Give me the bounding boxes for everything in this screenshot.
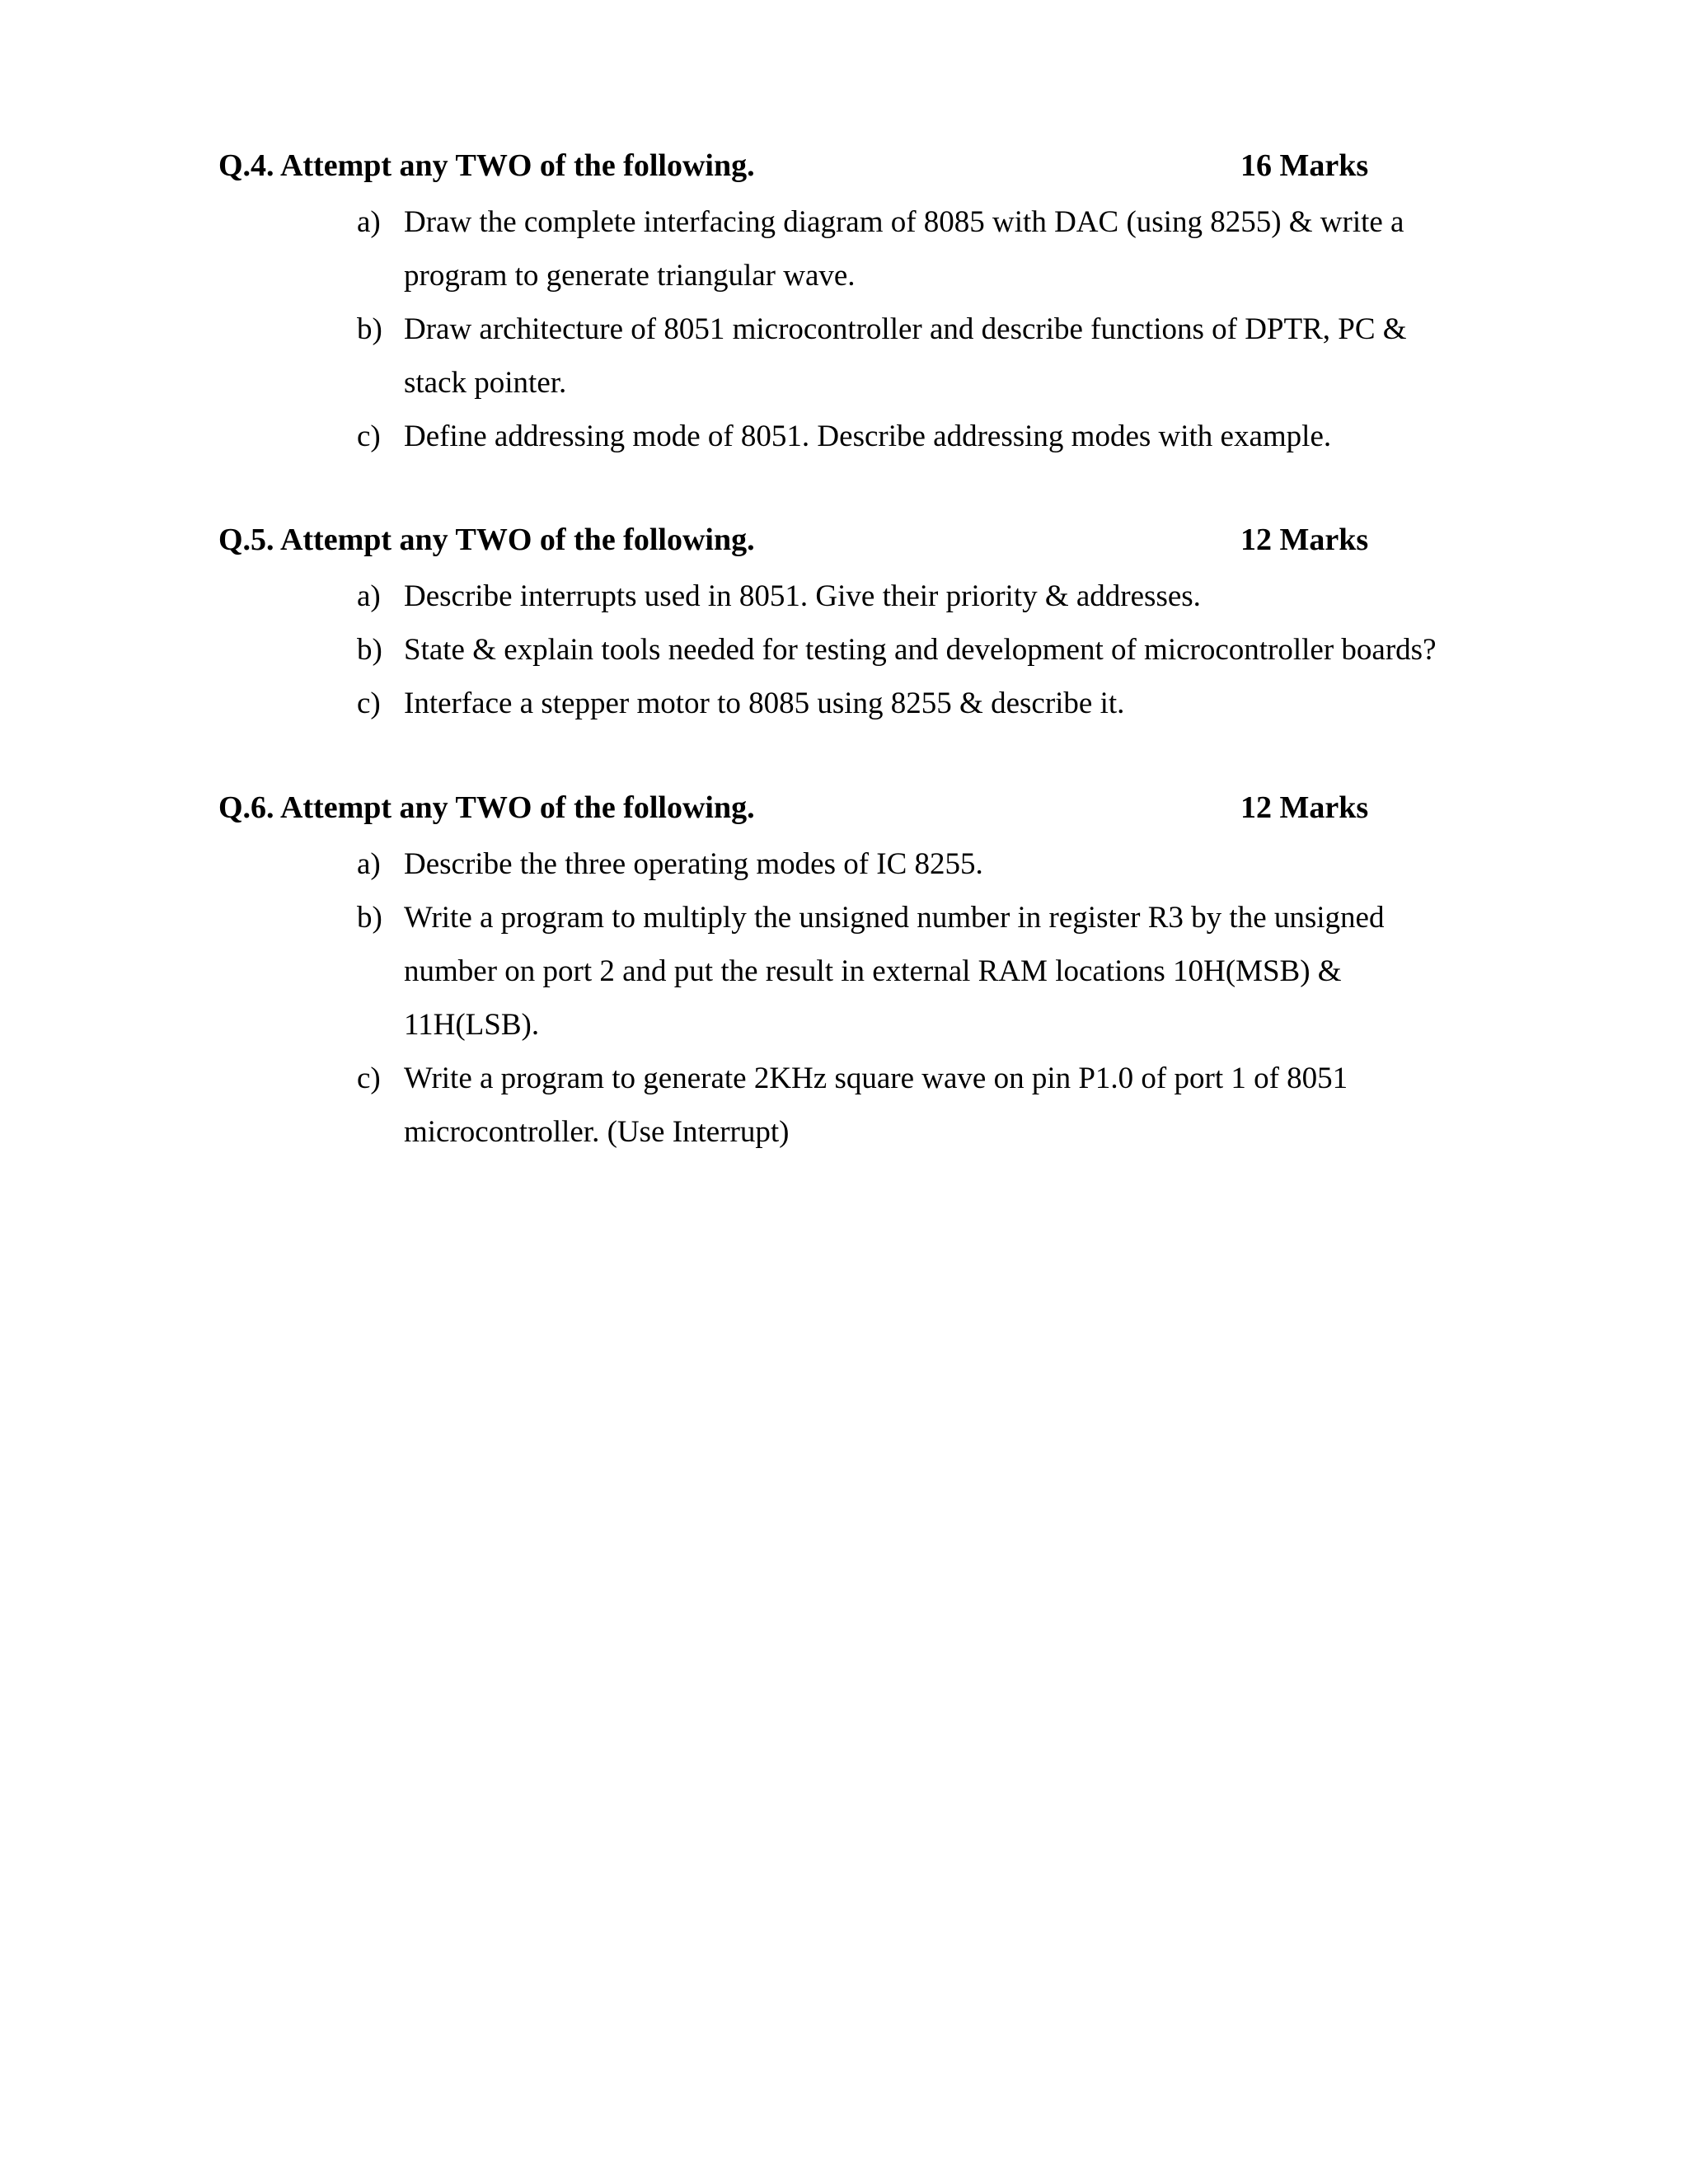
item-label: b) (357, 312, 382, 346)
item-text: Write a program to generate 2KHz square wave on pin P1.0 of port 1 of 8051 microcontroller. (Use Interrupt) (404, 1062, 1348, 1149)
item-text: Interface a stepper motor to 8085 using 8255 & describe it. (404, 687, 1125, 720)
item-text: Define addressing mode of 8051. Describe addressing modes with example. (404, 419, 1332, 453)
item-label: a) (357, 847, 381, 881)
item-label: c) (357, 419, 381, 453)
question-6 (218, 785, 1471, 1159)
item-text: Draw architecture of 8051 microcontroller and describe functions of DPTR, PC & stack pointer. (404, 312, 1407, 400)
question-item-a (218, 195, 1475, 302)
question-title: Q.6. Attempt any TWO of the following. (218, 790, 755, 825)
item-text: Describe interrupts used in 8051. Give their priority & addresses. (404, 579, 1201, 613)
question-title: Q.5. Attempt any TWO of the following. (218, 523, 755, 557)
item-text: Write a program to multiply the unsigned number in register R3 by the unsigned number on port 2 and put the result in external RAM locations 10H(MSB) & 11H(LSB). (404, 901, 1385, 1042)
question-5 (218, 517, 1471, 730)
item-label: b) (357, 633, 382, 667)
question-header (218, 143, 1471, 189)
question-item-c (218, 410, 1475, 463)
question-title: Q.4. Attempt any TWO of the following. (218, 148, 755, 183)
item-label: a) (357, 205, 381, 239)
question-item-a (218, 569, 1475, 623)
question-item-b (218, 302, 1475, 410)
question-item-c (218, 1052, 1475, 1159)
question-item-a (218, 837, 1475, 891)
question-marks: 16 Marks (1240, 148, 1369, 183)
item-text: State & explain tools needed for testing and development of microcontroller boards? (404, 633, 1437, 667)
item-label: a) (357, 579, 381, 613)
question-header (218, 517, 1471, 563)
question-item-c (218, 677, 1475, 730)
item-label: c) (357, 1062, 381, 1095)
question-4 (218, 143, 1471, 463)
question-item-b (218, 891, 1475, 1052)
item-label: c) (357, 687, 381, 720)
item-text: Draw the complete interfacing diagram of 8085 with DAC (using 8255) & write a program to generate triangular wave. (404, 205, 1404, 293)
question-items (218, 195, 1471, 463)
question-item-b (218, 623, 1541, 677)
question-items (218, 837, 1471, 1159)
question-header (218, 785, 1471, 831)
question-marks: 12 Marks (1240, 523, 1369, 557)
question-marks: 12 Marks (1240, 790, 1369, 825)
item-label: b) (357, 901, 382, 935)
item-text: Describe the three operating modes of IC 8255. (404, 847, 983, 881)
question-items (218, 569, 1471, 730)
